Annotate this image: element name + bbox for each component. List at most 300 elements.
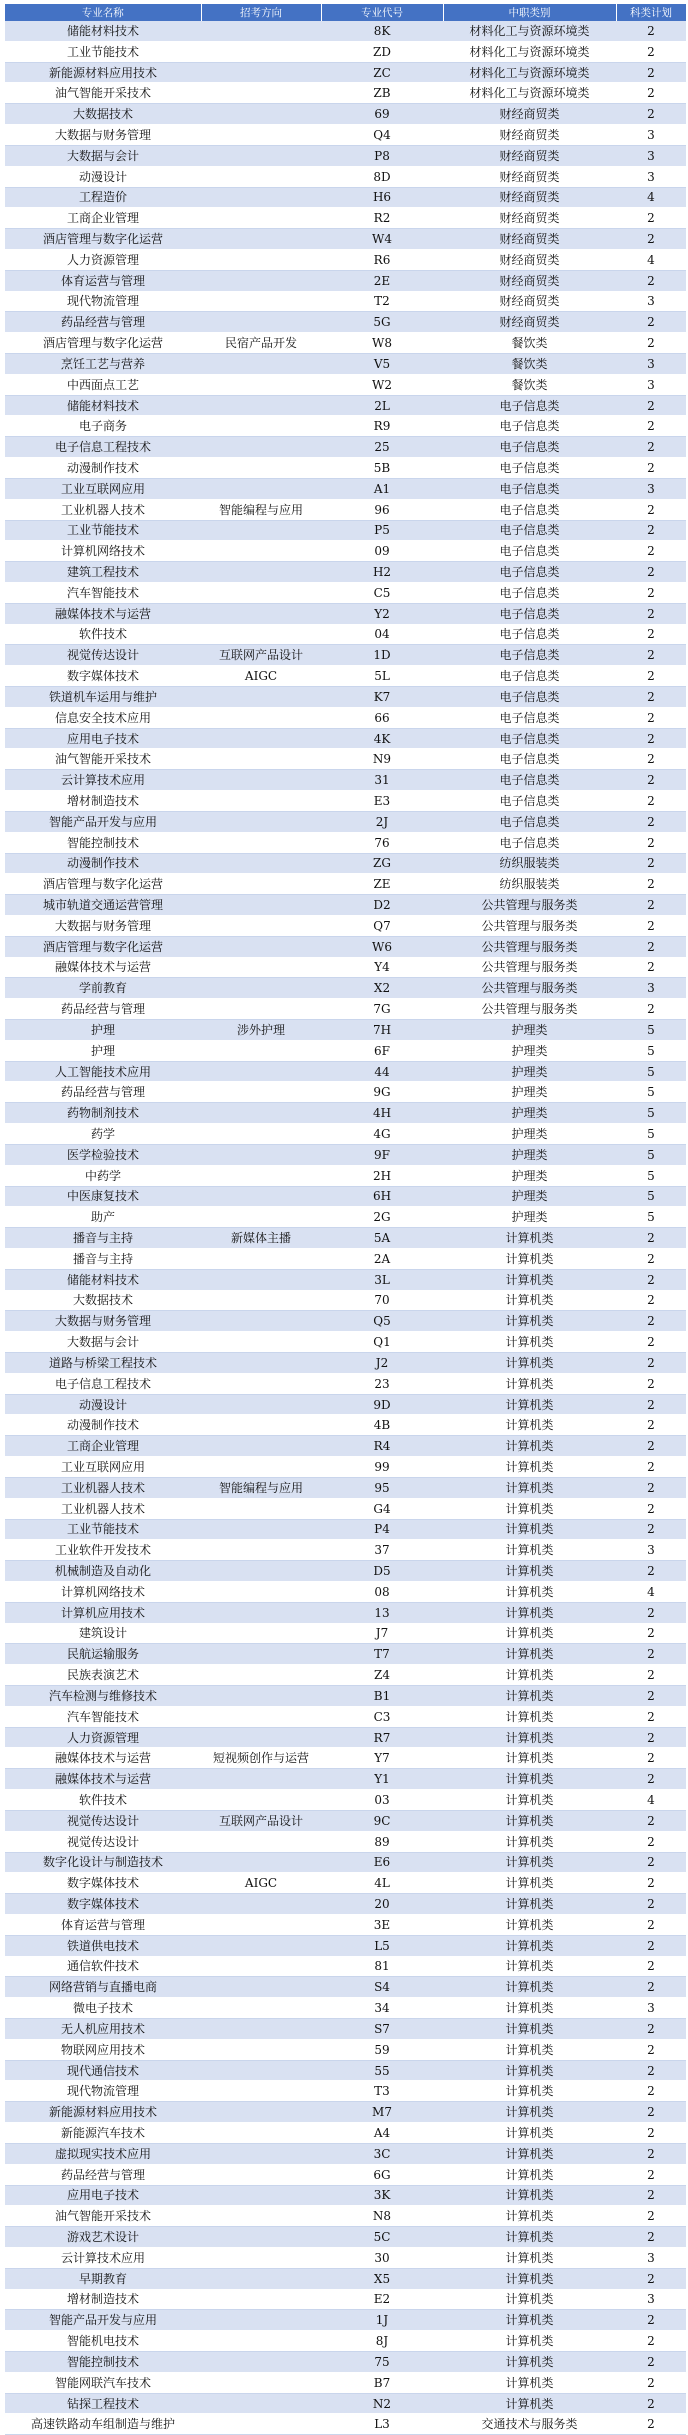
cell-major-name: 铁道供电技术 — [5, 1935, 201, 1956]
cell-major-code: 2H — [321, 1165, 443, 1186]
cell-major-code: J2 — [321, 1353, 443, 1374]
cell-major-code: Y2 — [321, 603, 443, 624]
cell-plan-count: 2 — [616, 1706, 686, 1727]
cell-major-code: X5 — [321, 2268, 443, 2289]
cell-direction — [201, 458, 321, 479]
cell-major-name: 云计算技术应用 — [5, 770, 201, 791]
cell-plan-count: 4 — [616, 249, 686, 270]
cell-plan-count: 2 — [616, 1935, 686, 1956]
table-row — [5, 749, 686, 770]
cell-major-code: ZD — [321, 41, 443, 62]
cell-direction — [201, 1269, 321, 1290]
cell-major-name: 汽车智能技术 — [5, 1706, 201, 1727]
cell-major-code: K7 — [321, 687, 443, 708]
table-row — [5, 1082, 686, 1103]
cell-plan-count: 2 — [616, 416, 686, 437]
cell-plan-count: 3 — [616, 2289, 686, 2310]
cell-plan-count: 2 — [616, 1248, 686, 1269]
cell-plan-count: 2 — [616, 1602, 686, 1623]
cell-plan-count: 2 — [616, 1519, 686, 1540]
table-row — [5, 1144, 686, 1165]
cell-category: 计算机类 — [443, 1852, 616, 1873]
cell-major-name: 工商企业管理 — [5, 1436, 201, 1457]
cell-major-code: P8 — [321, 145, 443, 166]
cell-plan-count: 2 — [616, 1831, 686, 1852]
cell-major-name: 助产 — [5, 1207, 201, 1228]
cell-direction: 民宿产品开发 — [201, 333, 321, 354]
table-row — [5, 874, 686, 895]
cell-direction — [201, 208, 321, 229]
cell-plan-count: 5 — [616, 1144, 686, 1165]
cell-major-code: 99 — [321, 1457, 443, 1478]
cell-direction — [201, 1457, 321, 1478]
cell-direction — [201, 1769, 321, 1790]
table-row — [5, 1186, 686, 1207]
cell-major-name: 动漫设计 — [5, 166, 201, 187]
table-row — [5, 104, 686, 125]
cell-plan-count: 2 — [616, 1748, 686, 1769]
cell-major-name: 工商企业管理 — [5, 208, 201, 229]
cell-plan-count: 3 — [616, 1998, 686, 2019]
cell-plan-count: 2 — [616, 312, 686, 333]
cell-category: 电子信息类 — [443, 666, 616, 687]
cell-plan-count: 2 — [616, 1228, 686, 1249]
cell-direction — [201, 874, 321, 895]
cell-direction — [201, 895, 321, 916]
cell-major-name: 学前教育 — [5, 978, 201, 999]
cell-category: 计算机类 — [443, 2164, 616, 2185]
table-row — [5, 936, 686, 957]
cell-major-name: 大数据与财务管理 — [5, 1311, 201, 1332]
cell-plan-count: 2 — [616, 2268, 686, 2289]
cell-major-code: Y7 — [321, 1748, 443, 1769]
cell-major-code: 6G — [321, 2164, 443, 2185]
table-row — [5, 1040, 686, 1061]
table-row — [5, 1810, 686, 1831]
cell-plan-count: 2 — [616, 1873, 686, 1894]
cell-direction — [201, 978, 321, 999]
cell-direction — [201, 1373, 321, 1394]
cell-direction — [201, 416, 321, 437]
cell-direction — [201, 2019, 321, 2040]
table-row — [5, 41, 686, 62]
table-row — [5, 707, 686, 728]
cell-major-name: 油气智能开采技术 — [5, 749, 201, 770]
cell-major-name: 软件技术 — [5, 1790, 201, 1811]
cell-plan-count: 2 — [616, 1977, 686, 1998]
cell-major-code: 5A — [321, 1228, 443, 1249]
cell-category: 材料化工与资源环境类 — [443, 83, 616, 104]
table-row — [5, 229, 686, 250]
cell-direction — [201, 2081, 321, 2102]
cell-major-code: 30 — [321, 2247, 443, 2268]
cell-direction — [201, 1353, 321, 1374]
cell-plan-count: 2 — [616, 2102, 686, 2123]
cell-major-name: 体育运营与管理 — [5, 270, 201, 291]
cell-major-code: 37 — [321, 1540, 443, 1561]
cell-plan-count: 2 — [616, 770, 686, 791]
cell-plan-count: 2 — [616, 999, 686, 1020]
cell-direction: 智能编程与应用 — [201, 1477, 321, 1498]
cell-major-name: 钻探工程技术 — [5, 2393, 201, 2414]
cell-major-code: W4 — [321, 229, 443, 250]
cell-major-name: 融媒体技术与运营 — [5, 1769, 201, 1790]
table-row — [5, 333, 686, 354]
cell-major-name: 现代物流管理 — [5, 2081, 201, 2102]
cell-major-code: 09 — [321, 541, 443, 562]
cell-major-name: 应用电子技术 — [5, 728, 201, 749]
cell-direction — [201, 145, 321, 166]
cell-major-code: 2L — [321, 395, 443, 416]
cell-major-name: 电子商务 — [5, 416, 201, 437]
cell-plan-count: 2 — [616, 2331, 686, 2352]
cell-direction — [201, 104, 321, 125]
cell-category: 餐饮类 — [443, 333, 616, 354]
cell-major-code: N8 — [321, 2206, 443, 2227]
cell-direction — [201, 2331, 321, 2352]
cell-major-code: 4K — [321, 728, 443, 749]
table-row — [5, 603, 686, 624]
table-row — [5, 21, 686, 41]
cell-direction — [201, 166, 321, 187]
cell-plan-count: 2 — [616, 2352, 686, 2373]
cell-direction — [201, 1998, 321, 2019]
cell-direction — [201, 1852, 321, 1873]
cell-major-name: 融媒体技术与运营 — [5, 1748, 201, 1769]
table-row — [5, 187, 686, 208]
cell-direction — [201, 1040, 321, 1061]
cell-major-code: Z4 — [321, 1665, 443, 1686]
cell-direction — [201, 1602, 321, 1623]
cell-major-name: 酒店管理与数字化运营 — [5, 936, 201, 957]
cell-category: 财经商贸类 — [443, 104, 616, 125]
cell-major-code: 8D — [321, 166, 443, 187]
cell-direction — [201, 2372, 321, 2393]
table-row — [5, 499, 686, 520]
cell-major-code: 76 — [321, 832, 443, 853]
cell-plan-count: 2 — [616, 749, 686, 770]
cell-major-name: 储能材料技术 — [5, 1269, 201, 1290]
table-row — [5, 2081, 686, 2102]
cell-major-name: 增材制造技术 — [5, 791, 201, 812]
cell-plan-count: 2 — [616, 1311, 686, 1332]
cell-major-name: 智能机电技术 — [5, 2331, 201, 2352]
cell-direction: AIGC — [201, 666, 321, 687]
cell-category: 护理类 — [443, 1061, 616, 1082]
cell-category: 计算机类 — [443, 1977, 616, 1998]
cell-plan-count: 2 — [616, 707, 686, 728]
cell-category: 财经商贸类 — [443, 187, 616, 208]
cell-plan-count: 3 — [616, 291, 686, 312]
cell-category: 计算机类 — [443, 1831, 616, 1852]
cell-plan-count: 2 — [616, 1727, 686, 1748]
table-row — [5, 2206, 686, 2227]
cell-major-name: 中医康复技术 — [5, 1186, 201, 1207]
cell-plan-count: 4 — [616, 1790, 686, 1811]
cell-major-code: 66 — [321, 707, 443, 728]
cell-direction — [201, 1436, 321, 1457]
cell-major-name: 数字媒体技术 — [5, 1873, 201, 1894]
cell-major-code: A4 — [321, 2123, 443, 2144]
cell-major-name: 民航运输服务 — [5, 1644, 201, 1665]
table-row — [5, 1873, 686, 1894]
cell-plan-count: 2 — [616, 811, 686, 832]
cell-plan-count: 2 — [616, 624, 686, 645]
cell-direction: 智能编程与应用 — [201, 499, 321, 520]
cell-direction — [201, 1332, 321, 1353]
cell-plan-count: 3 — [616, 125, 686, 146]
cell-category: 计算机类 — [443, 1769, 616, 1790]
cell-major-code: R4 — [321, 1436, 443, 1457]
table-row — [5, 853, 686, 874]
cell-direction — [201, 1977, 321, 1998]
cell-direction — [201, 1248, 321, 1269]
cell-major-name: 中西面点工艺 — [5, 374, 201, 395]
cell-plan-count: 2 — [616, 2019, 686, 2040]
table-row — [5, 478, 686, 499]
cell-direction — [201, 1103, 321, 1124]
table-row — [5, 1852, 686, 1873]
cell-major-name: 储能材料技术 — [5, 395, 201, 416]
cell-major-name: 智能控制技术 — [5, 832, 201, 853]
cell-major-name: 体育运营与管理 — [5, 1914, 201, 1935]
cell-plan-count: 2 — [616, 499, 686, 520]
cell-major-name: 新能源材料应用技术 — [5, 62, 201, 83]
cell-category: 交通技术与服务类 — [443, 2414, 616, 2435]
cell-direction — [201, 2352, 321, 2373]
table-row — [5, 1353, 686, 1374]
cell-category: 计算机类 — [443, 2081, 616, 2102]
cell-category: 纺织服装类 — [443, 874, 616, 895]
table-row — [5, 2227, 686, 2248]
cell-major-name: 药品经营与管理 — [5, 312, 201, 333]
cell-category: 电子信息类 — [443, 395, 616, 416]
cell-major-name: 人力资源管理 — [5, 1727, 201, 1748]
cell-major-name: 建筑设计 — [5, 1623, 201, 1644]
table-row — [5, 1623, 686, 1644]
table-row — [5, 270, 686, 291]
cell-direction — [201, 1581, 321, 1602]
cell-major-name: 油气智能开采技术 — [5, 83, 201, 104]
cell-major-code: 13 — [321, 1602, 443, 1623]
cell-major-name: 工业机器人技术 — [5, 1477, 201, 1498]
cell-category: 计算机类 — [443, 1956, 616, 1977]
cell-direction — [201, 437, 321, 458]
table-row — [5, 2123, 686, 2144]
cell-major-code: 9D — [321, 1394, 443, 1415]
cell-major-code: 75 — [321, 2352, 443, 2373]
cell-direction — [201, 1144, 321, 1165]
cell-major-name: 护理 — [5, 1020, 201, 1041]
cell-direction — [201, 2206, 321, 2227]
cell-plan-count: 5 — [616, 1061, 686, 1082]
cell-category: 电子信息类 — [443, 811, 616, 832]
cell-plan-count: 3 — [616, 978, 686, 999]
cell-major-code: Y4 — [321, 957, 443, 978]
table-row — [5, 999, 686, 1020]
cell-plan-count: 2 — [616, 603, 686, 624]
cell-plan-count: 2 — [616, 104, 686, 125]
cell-major-code: J7 — [321, 1623, 443, 1644]
cell-major-name: 民族表演艺术 — [5, 1665, 201, 1686]
cell-category: 计算机类 — [443, 1623, 616, 1644]
cell-plan-count: 2 — [616, 2227, 686, 2248]
cell-direction — [201, 41, 321, 62]
cell-major-code: R9 — [321, 416, 443, 437]
cell-direction — [201, 1519, 321, 1540]
cell-major-code: 59 — [321, 2039, 443, 2060]
cell-major-name: 融媒体技术与运营 — [5, 957, 201, 978]
cell-major-code: 96 — [321, 499, 443, 520]
cell-category: 电子信息类 — [443, 603, 616, 624]
cell-major-code: D5 — [321, 1561, 443, 1582]
cell-major-name: 数字媒体技术 — [5, 666, 201, 687]
header-plan-count: 科类计划 — [616, 4, 686, 21]
cell-direction — [201, 2060, 321, 2081]
cell-category: 财经商贸类 — [443, 270, 616, 291]
cell-direction — [201, 936, 321, 957]
table-row — [5, 1103, 686, 1124]
cell-plan-count: 2 — [616, 1686, 686, 1707]
cell-category: 计算机类 — [443, 2123, 616, 2144]
cell-category: 电子信息类 — [443, 416, 616, 437]
cell-category: 计算机类 — [443, 2143, 616, 2164]
cell-plan-count: 2 — [616, 2164, 686, 2185]
cell-major-code: B1 — [321, 1686, 443, 1707]
cell-plan-count: 2 — [616, 1810, 686, 1831]
cell-category: 电子信息类 — [443, 458, 616, 479]
cell-major-name: 视觉传达设计 — [5, 1831, 201, 1852]
table-row — [5, 2414, 686, 2435]
table-row — [5, 1998, 686, 2019]
cell-major-name: 建筑工程技术 — [5, 562, 201, 583]
cell-category: 计算机类 — [443, 1914, 616, 1935]
table-row — [5, 1498, 686, 1519]
cell-plan-count: 2 — [616, 437, 686, 458]
cell-plan-count: 2 — [616, 1498, 686, 1519]
cell-plan-count: 2 — [616, 1394, 686, 1415]
table-row — [5, 811, 686, 832]
cell-direction — [201, 2310, 321, 2331]
cell-direction — [201, 2247, 321, 2268]
table-row — [5, 1228, 686, 1249]
cell-category: 计算机类 — [443, 2393, 616, 2414]
cell-direction — [201, 853, 321, 874]
cell-direction — [201, 2102, 321, 2123]
cell-category: 公共管理与服务类 — [443, 895, 616, 916]
cell-major-code: 6H — [321, 1186, 443, 1207]
cell-major-name: 视觉传达设计 — [5, 645, 201, 666]
cell-major-code: 2J — [321, 811, 443, 832]
cell-category: 计算机类 — [443, 1415, 616, 1436]
cell-category: 材料化工与资源环境类 — [443, 62, 616, 83]
cell-plan-count: 2 — [616, 687, 686, 708]
cell-plan-count: 2 — [616, 208, 686, 229]
cell-major-code: ZE — [321, 874, 443, 895]
cell-major-code: V5 — [321, 354, 443, 375]
cell-direction — [201, 395, 321, 416]
table-row — [5, 1727, 686, 1748]
cell-plan-count: 2 — [616, 1769, 686, 1790]
cell-major-code: T7 — [321, 1644, 443, 1665]
cell-plan-count: 4 — [616, 187, 686, 208]
cell-plan-count: 2 — [616, 1290, 686, 1311]
table-row — [5, 2268, 686, 2289]
cell-direction — [201, 541, 321, 562]
cell-major-code: 4L — [321, 1873, 443, 1894]
table-row — [5, 1602, 686, 1623]
cell-plan-count: 2 — [616, 333, 686, 354]
table-row — [5, 1540, 686, 1561]
cell-major-name: 微电子技术 — [5, 1998, 201, 2019]
cell-plan-count: 2 — [616, 395, 686, 416]
cell-major-code: 3E — [321, 1914, 443, 1935]
cell-major-name: 人力资源管理 — [5, 249, 201, 270]
table-row — [5, 437, 686, 458]
cell-major-name: 工业互联网应用 — [5, 1457, 201, 1478]
cell-direction — [201, 249, 321, 270]
cell-major-code: D2 — [321, 895, 443, 916]
table-row — [5, 1665, 686, 1686]
cell-major-name: 游戏艺术设计 — [5, 2227, 201, 2248]
table-row — [5, 1436, 686, 1457]
cell-direction — [201, 707, 321, 728]
cell-major-code: 1D — [321, 645, 443, 666]
cell-category: 计算机类 — [443, 1540, 616, 1561]
table-row — [5, 1914, 686, 1935]
cell-major-code: 81 — [321, 1956, 443, 1977]
cell-major-code: R6 — [321, 249, 443, 270]
cell-category: 计算机类 — [443, 1290, 616, 1311]
cell-category: 公共管理与服务类 — [443, 915, 616, 936]
table-row — [5, 354, 686, 375]
cell-major-code: N2 — [321, 2393, 443, 2414]
cell-category: 计算机类 — [443, 2247, 616, 2268]
cell-plan-count: 5 — [616, 1082, 686, 1103]
cell-major-code: 9G — [321, 1082, 443, 1103]
cell-major-name: 智能产品开发与应用 — [5, 811, 201, 832]
table-row — [5, 2019, 686, 2040]
cell-major-code: 7G — [321, 999, 443, 1020]
cell-direction — [201, 1394, 321, 1415]
cell-plan-count: 2 — [616, 791, 686, 812]
table-row — [5, 1686, 686, 1707]
cell-major-name: 智能控制技术 — [5, 2352, 201, 2373]
table-row — [5, 728, 686, 749]
table-row — [5, 1269, 686, 1290]
cell-category: 计算机类 — [443, 2060, 616, 2081]
cell-major-code: 03 — [321, 1790, 443, 1811]
cell-direction — [201, 187, 321, 208]
cell-major-code: 95 — [321, 1477, 443, 1498]
cell-major-name: 工业节能技术 — [5, 41, 201, 62]
cell-major-name: 计算机网络技术 — [5, 541, 201, 562]
cell-category: 电子信息类 — [443, 728, 616, 749]
enrollment-plan-table — [5, 4, 687, 2435]
cell-category: 财经商贸类 — [443, 166, 616, 187]
table-row — [5, 395, 686, 416]
cell-major-name: 播音与主持 — [5, 1248, 201, 1269]
table-row — [5, 1165, 686, 1186]
cell-direction — [201, 749, 321, 770]
table-row — [5, 645, 686, 666]
cell-major-code: H6 — [321, 187, 443, 208]
cell-plan-count: 2 — [616, 645, 686, 666]
cell-direction — [201, 1914, 321, 1935]
cell-category: 计算机类 — [443, 1373, 616, 1394]
cell-plan-count: 2 — [616, 2393, 686, 2414]
cell-major-code: 6F — [321, 1040, 443, 1061]
